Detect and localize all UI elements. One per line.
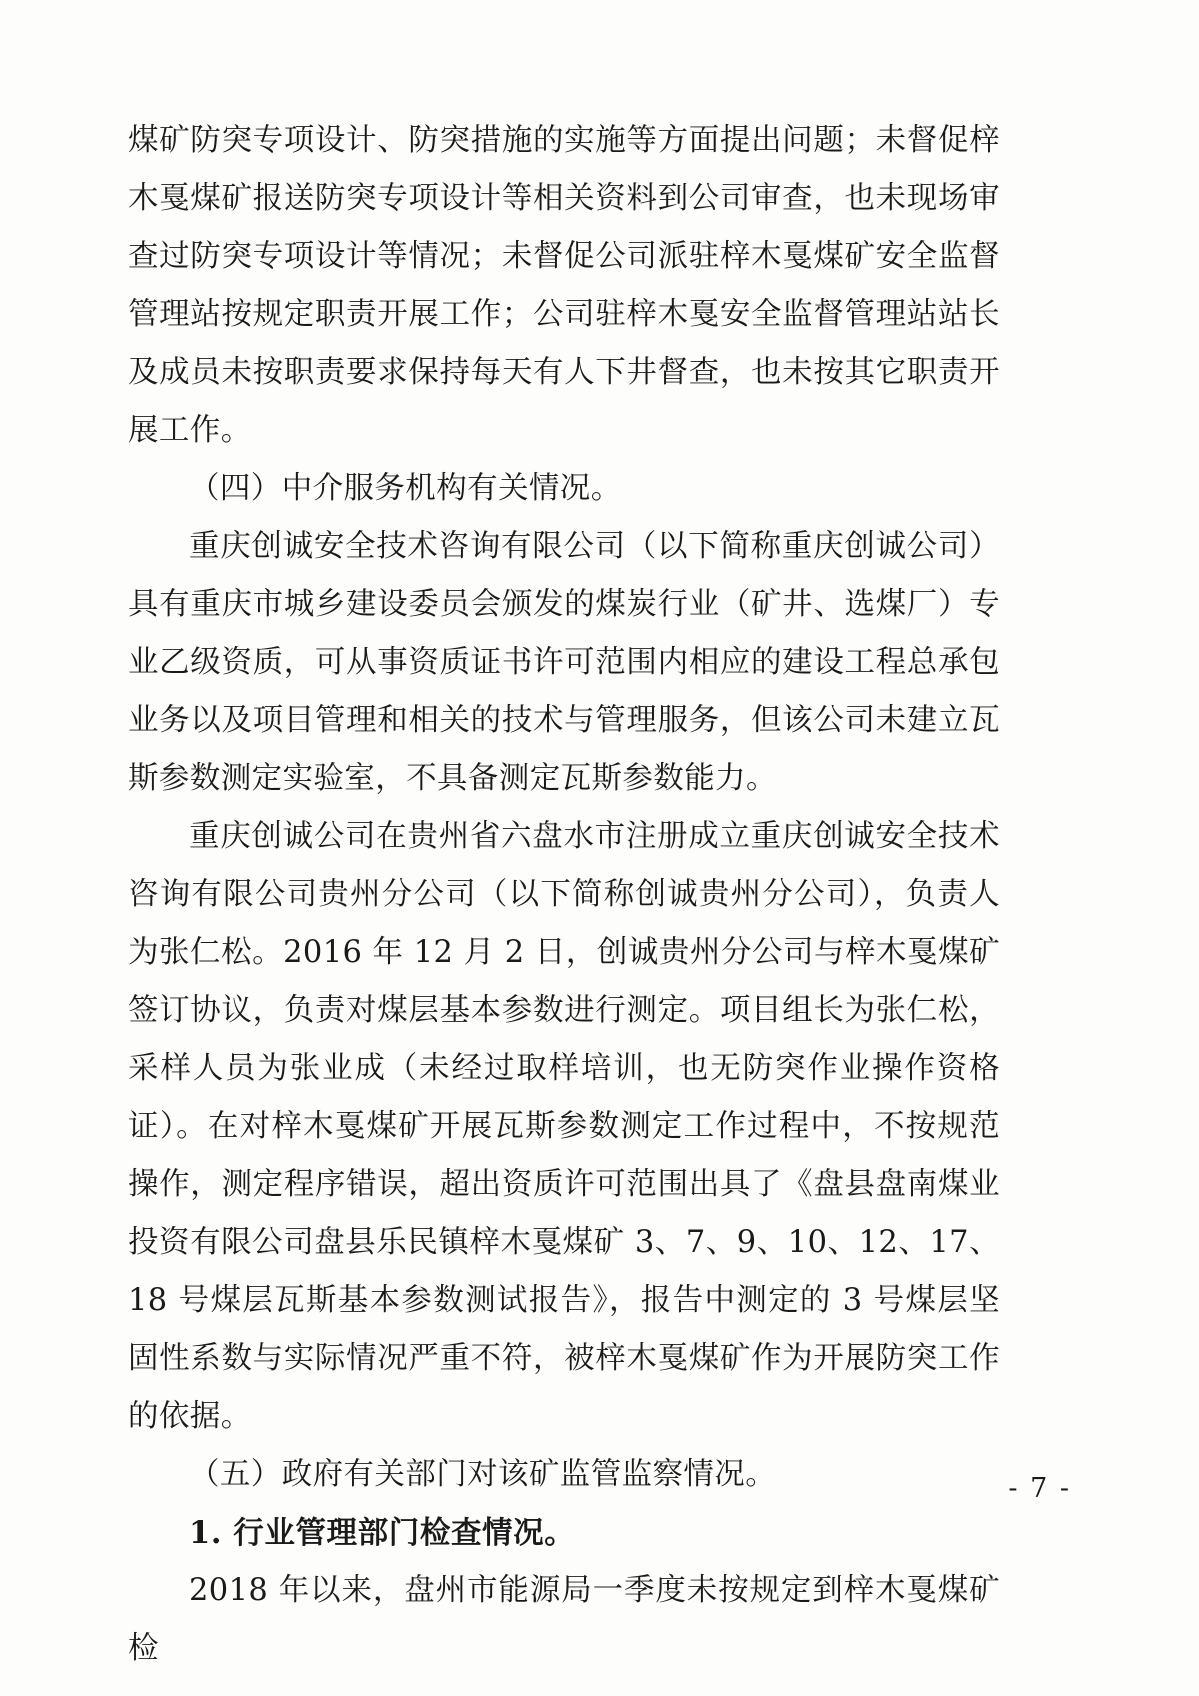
paragraph-agency-qualification: 重庆创诚安全技术咨询有限公司（以下简称重庆创诚公司）具有重庆市城乡建设委员会颁发的煤炭行业（矿井、选煤厂）专业乙级资质，可从事资质证书许可范围内相应的建设工程总承包业务以及项目管理和相关的技术与管理服务，但该公司未建立瓦斯参数测定实验室，不具备测定瓦斯参数能力。	[128, 529, 1000, 796]
paragraph-inspection: 2018 年以来，盘州市能源局一季度未按规定到梓木戛煤矿检	[128, 1573, 1000, 1666]
section-heading-four: （四）中介服务机构有关情况。	[189, 471, 622, 506]
page-number: - 7 -	[1008, 1473, 1071, 1504]
paragraph-continuation: 煤矿防突专项设计、防突措施的实施等方面提出问题；未督促梓木戛煤矿报送防突专项设计等相关资料到公司审查，也未现场审查过防突专项设计等情况；未督促公司派驻梓木戛煤矿安全监督管理站按规定职责开展工作；公司驻梓木戛安全监督管理站站长及成员未按职责要求保持每天有人下井督查，也未按其它职责开展工作。	[128, 123, 1000, 448]
paragraph-branch-company: 重庆创诚公司在贵州省六盘水市注册成立重庆创诚安全技术咨询有限公司贵州分公司（以下简称创诚贵州分公司），负责人为张仁松。2016 年 12 月 2 日，创诚贵州分公司与梓木戛煤矿签订协议，负责对煤层基本参数进行测定。项目组长为张仁松，采样人员为张业成（未经过取样培训，也无防突作业操作资格证）。在对梓木戛煤矿开展瓦斯参数测定工作过程中，不按规范操作，测定程序错误，超出资质许可范围出具了《盘县盘南煤业投资有限公司盘县乐民镇梓木戛煤矿 3、7、9、10、12、17、18 号煤层瓦斯基本参数测试报告》，报告中测定的 3 号煤层坚固性系数与实际情况严重不符，被梓木戛煤矿作为开展防突工作的依据。	[128, 819, 1000, 1434]
section-heading-five: （五）政府有关部门对该矿监管监察情况。	[189, 1457, 777, 1492]
subsection-heading-one: 1. 行业管理部门检查情况。	[189, 1515, 576, 1551]
document-body	[128, 112, 1000, 1678]
